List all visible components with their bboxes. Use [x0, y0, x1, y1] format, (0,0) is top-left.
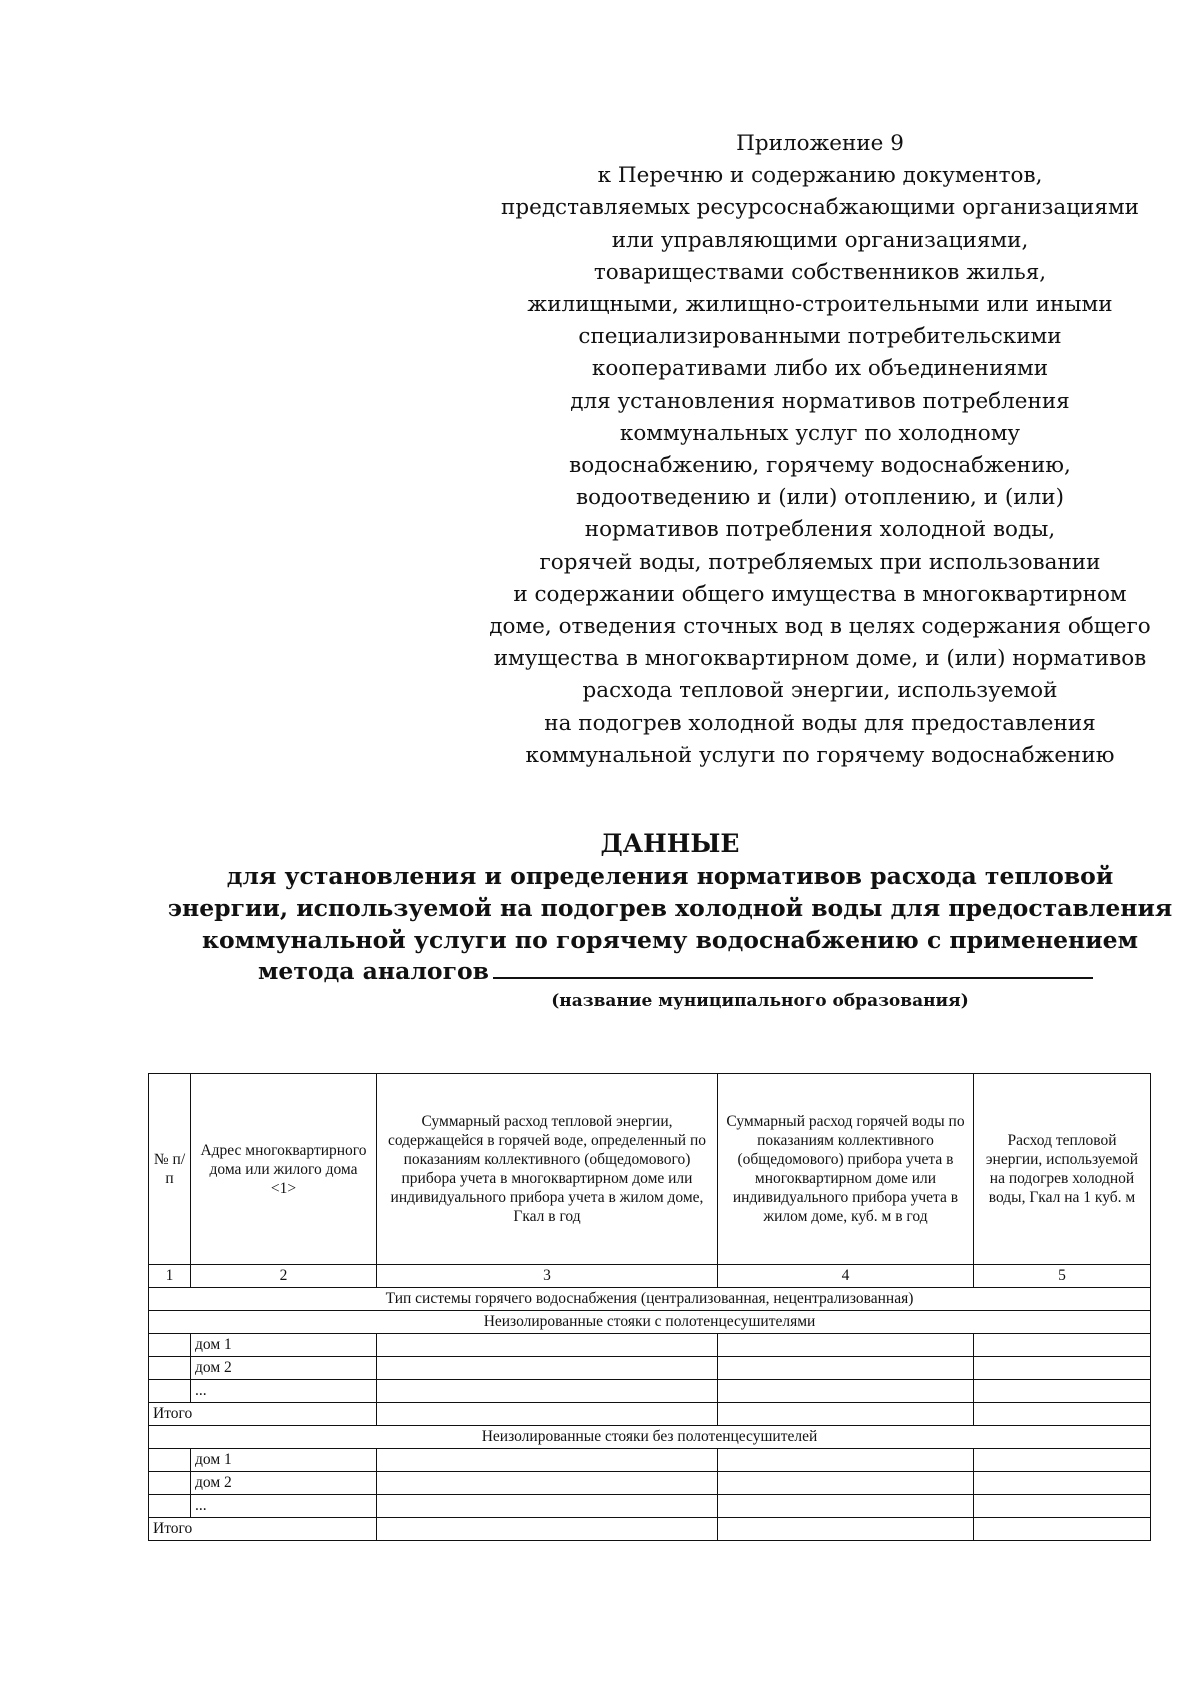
cell-hot-water	[718, 1449, 974, 1472]
table-row	[149, 1380, 1151, 1403]
appendix-header	[430, 128, 1200, 772]
total-row	[149, 1518, 1151, 1541]
table-row	[149, 1495, 1151, 1518]
header-heat-per-m3: Расход тепловой энергии, используемой на подогрев холодной воды, Гкал на 1 куб. м	[974, 1074, 1151, 1265]
header-number: № п/п	[149, 1074, 191, 1265]
cell-heat-per-m3	[974, 1357, 1151, 1380]
cell-number	[149, 1357, 191, 1380]
cell-heat-energy	[377, 1334, 718, 1357]
column-number: 1	[149, 1265, 191, 1288]
appendix-line: водоотведению и (или) отоплению, и (или)	[576, 485, 1064, 511]
appendix-line: коммунальной услуги по горячему водоснабжению	[525, 742, 1115, 768]
cell-address: дом 1	[191, 1334, 377, 1357]
column-number: 3	[377, 1265, 718, 1288]
cell-address: дом 1	[191, 1449, 377, 1472]
title-line: коммунальной услуги по горячему водоснабжению с применением	[201, 926, 1139, 954]
cell-heat-per-m3	[974, 1334, 1151, 1357]
municipality-blank	[493, 953, 1093, 979]
method-label: метода аналогов	[258, 957, 489, 985]
column-number: 4	[718, 1265, 974, 1288]
cell-number	[149, 1380, 191, 1403]
appendix-line: доме, отведения сточных вод в целях содержания общего	[489, 614, 1151, 640]
appendix-line: имущества в многоквартирном доме, и (или) нормативов	[493, 646, 1147, 672]
cell-address: ...	[191, 1495, 377, 1518]
total-label: Итого	[149, 1518, 377, 1541]
cell-heat-per-m3	[974, 1472, 1151, 1495]
method-line	[258, 953, 1093, 987]
table-row	[149, 1472, 1151, 1495]
cell-hot-water	[718, 1495, 974, 1518]
section-title: Неизолированные стояки с полотенцесушителями	[149, 1311, 1151, 1334]
total-label: Итого	[149, 1403, 377, 1426]
table-header-row	[149, 1074, 1151, 1265]
cell-hot-water	[718, 1403, 974, 1426]
cell-number	[149, 1449, 191, 1472]
cell-hot-water	[718, 1518, 974, 1541]
cell-heat-energy	[377, 1357, 718, 1380]
cell-number	[149, 1334, 191, 1357]
section-title-row	[149, 1426, 1151, 1449]
column-number: 5	[974, 1265, 1151, 1288]
appendix-line: или управляющими организациями,	[611, 227, 1029, 253]
appendix-line: жилищными, жилищно-строительными или иными	[527, 292, 1113, 318]
cell-address: дом 2	[191, 1357, 377, 1380]
appendix-line: расхода тепловой энергии, используемой	[582, 678, 1058, 704]
cell-hot-water	[718, 1357, 974, 1380]
title-line: энергии, используемой на подогрев холодной воды для предоставления	[167, 894, 1173, 922]
cell-heat-per-m3	[974, 1403, 1151, 1426]
table-row	[149, 1334, 1151, 1357]
cell-hot-water	[718, 1472, 974, 1495]
appendix-line: Приложение 9	[736, 131, 904, 156]
appendix-line: горячей воды, потребляемых при использовании	[539, 549, 1101, 575]
cell-address: ...	[191, 1380, 377, 1403]
header-address: Адрес многоквартирного дома или жилого дома <1>	[191, 1074, 377, 1265]
title-line: для установления и определения нормативов расхода тепловой	[226, 862, 1114, 890]
appendix-line: водоснабжению, горячему водоснабжению,	[569, 453, 1071, 479]
data-table	[148, 1073, 1151, 1541]
system-type-row	[149, 1288, 1151, 1311]
appendix-line: и содержании общего имущества в многоквартирном	[513, 581, 1127, 607]
appendix-line: на подогрев холодной воды для предоставления	[544, 710, 1096, 736]
total-row	[149, 1403, 1151, 1426]
cell-number	[149, 1495, 191, 1518]
appendix-line: коммунальных услуг по холодному	[619, 420, 1021, 446]
appendix-line: нормативов потребления холодной воды,	[584, 517, 1056, 543]
cell-heat-per-m3	[974, 1495, 1151, 1518]
cell-heat-per-m3	[974, 1380, 1151, 1403]
cell-heat-energy	[377, 1495, 718, 1518]
cell-heat-per-m3	[974, 1449, 1151, 1472]
appendix-line: к Перечню и содержанию документов,	[597, 163, 1043, 189]
cell-heat-energy	[377, 1403, 718, 1426]
cell-heat-energy	[377, 1518, 718, 1541]
document-title	[150, 828, 1190, 956]
cell-hot-water	[718, 1380, 974, 1403]
appendix-line: представляемых ресурсоснабжающими организациями	[501, 195, 1139, 221]
header-hot-water: Суммарный расход горячей воды по показаниям коллективного (общедомового) прибора учета в многоквартирном доме или индивидуального прибора учета в жилом доме, куб. м в год	[718, 1074, 974, 1265]
header-heat-energy: Суммарный расход тепловой энергии, содержащейся в горячей воде, определенный по показаниям коллективного (общедомового) прибора учета в многоквартирном доме или индивидуального прибора учета в жилом доме, Гкал в год	[377, 1074, 718, 1265]
cell-heat-energy	[377, 1472, 718, 1495]
cell-address: дом 2	[191, 1472, 377, 1495]
cell-hot-water	[718, 1334, 974, 1357]
appendix-line: специализированными потребительскими	[578, 324, 1062, 350]
section-title-row	[149, 1311, 1151, 1334]
municipality-caption: (название муниципального образования)	[551, 991, 969, 1011]
table-row	[149, 1357, 1151, 1380]
appendix-line: кооперативами либо их объединениями	[591, 356, 1049, 382]
cell-heat-per-m3	[974, 1518, 1151, 1541]
section-title: Неизолированные стояки без полотенцесушителей	[149, 1426, 1151, 1449]
cell-heat-energy	[377, 1380, 718, 1403]
system-type-label: Тип системы горячего водоснабжения (централизованная, нецентрализованная)	[149, 1288, 1151, 1311]
appendix-line: товариществами собственников жилья,	[593, 259, 1047, 285]
cell-heat-energy	[377, 1449, 718, 1472]
column-numbers-row	[149, 1265, 1151, 1288]
appendix-line: для установления нормативов потребления	[570, 388, 1070, 414]
table-row	[149, 1449, 1151, 1472]
cell-number	[149, 1472, 191, 1495]
title-heading: ДАННЫЕ	[600, 829, 740, 858]
column-number: 2	[191, 1265, 377, 1288]
